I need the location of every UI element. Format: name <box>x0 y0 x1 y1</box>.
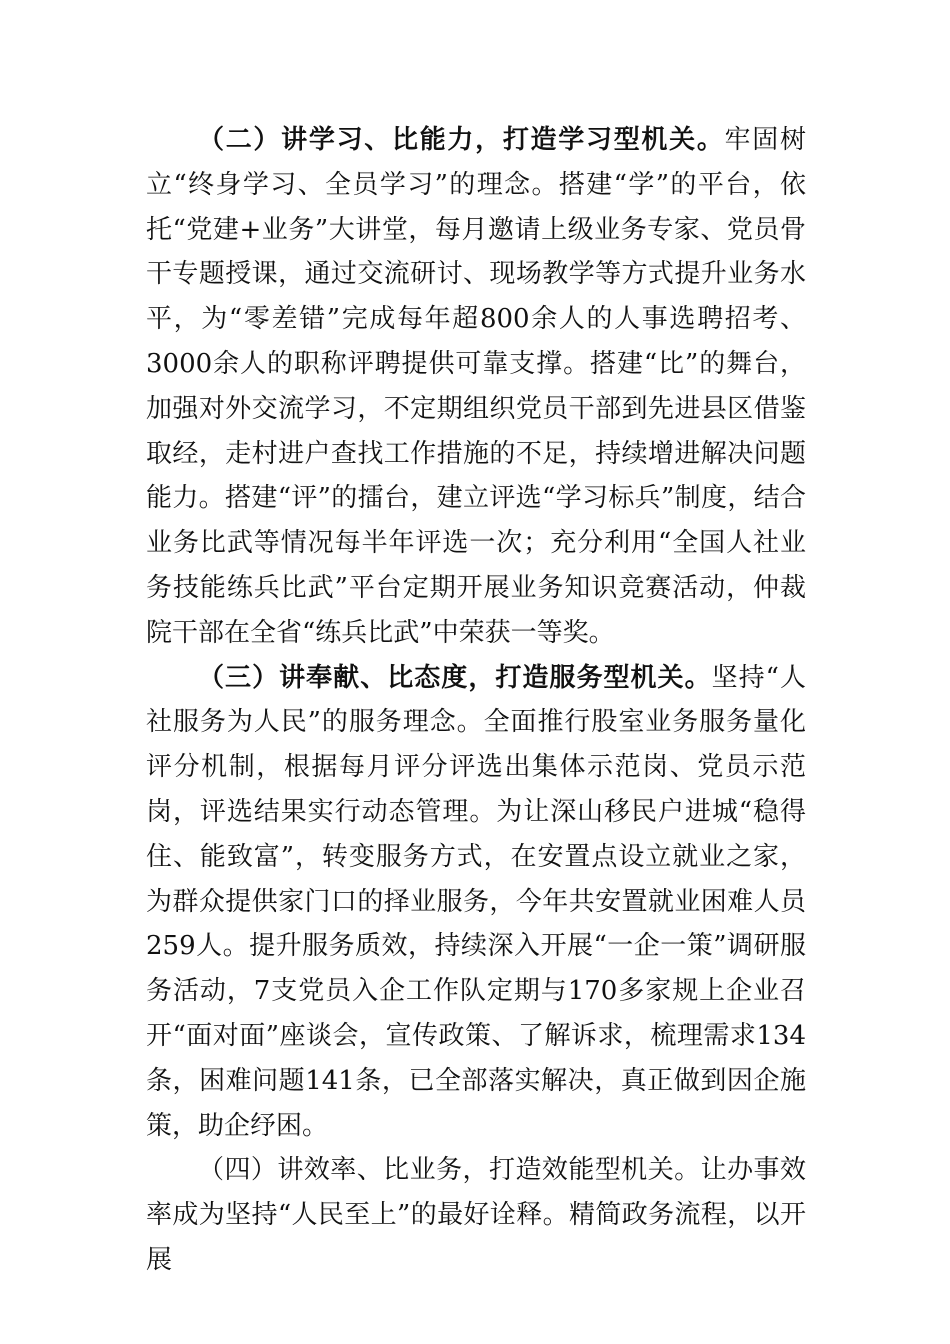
paragraph-learning-organ <box>146 118 806 656</box>
paragraph-efficiency-organ <box>146 1148 806 1282</box>
paragraph-text: 牢固树立“终身学习、全员学习”的理念。搭建“学”的平台，依托“党建+业务”大讲堂，每月邀请上级业务专家、党员骨干专题授课，通过交流研讨、现场教学等方式提升业务水平，为“零差错”完成每年超800余人的人事选聘招考、3000余人的职称评聘提供可靠支撑。搭建“比”的舞台，加强对外交流学习，不定期组织党员干部到先进县区借鉴取经，走村进户查找工作措施的不足，持续增进解决问题能力。搭建“评”的擂台，建立评选“学习标兵”制度，结合业务比武等情况每半年评选一次；充分利用“全国人社业务技能练兵比武”平台定期开展业务知识竞赛活动，仲裁院干部在全省“练兵比武”中荣获一等奖。 <box>146 125 806 648</box>
paragraph-text: 让办事效率成为坚持“人民至上”的最好诠释。精简政务流程，以开展 <box>146 1155 806 1275</box>
paragraph-heading: （二）讲学习、比能力，打造学习型机关。 <box>198 125 725 155</box>
paragraph-heading: （三）讲奉献、比态度，打造服务型机关。 <box>198 662 712 693</box>
document-body <box>146 118 806 1283</box>
paragraph-heading: （四）讲效率、比业务，打造效能型机关。 <box>198 1155 701 1186</box>
paragraph-service-organ <box>146 656 806 1149</box>
paragraph-text: 坚持“人社服务为人民”的服务理念。全面推行股室业务服务量化评分机制，根据每月评分评选出集体示范岗、党员示范岗，评选结果实行动态管理。为让深山移民户进城“稳得住、能致富”，转变服务方式，在安置点设立就业之家，为群众提供家门口的择业服务，今年共安置就业困难人员259人。提升服务质效，持续深入开展“一企一策”调研服务活动，7支党员入企工作队定期与170多家规上企业召开“面对面”座谈会，宣传政策、了解诉求，梳理需求134条，困难问题141条，已全部落实解决，真正做到因企施策，助企纾困。 <box>146 662 806 1141</box>
